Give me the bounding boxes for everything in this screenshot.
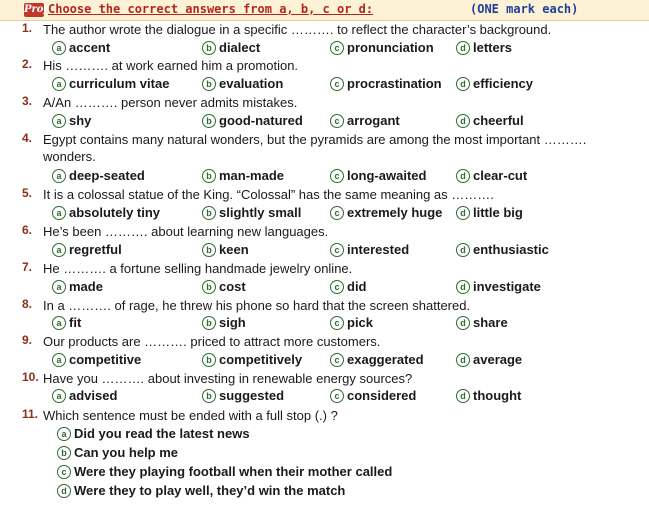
- option-b[interactable]: [202, 168, 284, 184]
- option-d-text: enthusiastic: [473, 242, 549, 257]
- option-b-text: suggested: [219, 388, 285, 403]
- option-b-marker: b: [202, 41, 216, 55]
- option-b-text: keen: [219, 242, 249, 257]
- option-b-marker: b: [202, 206, 216, 220]
- question-stem: His ………. at work earned him a promotion.: [43, 58, 299, 73]
- question-number: 5.: [22, 186, 33, 200]
- option-a[interactable]: [52, 279, 103, 295]
- instructions-title: Choose the correct answers from a, b, c or d:: [48, 2, 374, 16]
- option-d[interactable]: [456, 76, 533, 92]
- option-a-text: Did you read the latest news: [74, 426, 250, 441]
- option-a-marker: a: [57, 427, 71, 441]
- option-d-marker: d: [456, 41, 470, 55]
- option-c-marker: c: [330, 353, 344, 367]
- question-number: 9.: [22, 333, 33, 347]
- question-number: 11.: [22, 407, 39, 421]
- question-number: 6.: [22, 223, 33, 237]
- option-d[interactable]: [456, 40, 512, 56]
- option-d[interactable]: [456, 315, 508, 331]
- question-stem: Egypt contains many natural wonders, but the pyramids are among the most important ………. wonders.: [43, 132, 587, 164]
- option-d-marker: d: [456, 389, 470, 403]
- option-b-marker: b: [202, 169, 216, 183]
- option-a-marker: a: [52, 206, 66, 220]
- option-a-marker: a: [52, 280, 66, 294]
- question-number: 8.: [22, 297, 33, 311]
- option-b-marker: b: [202, 316, 216, 330]
- question-number: 4.: [22, 131, 33, 145]
- option-d[interactable]: [456, 352, 522, 368]
- option-c-marker: c: [330, 41, 344, 55]
- option-a-marker: a: [52, 169, 66, 183]
- option-b[interactable]: [202, 352, 302, 368]
- question-stem: Our products are ………. priced to attract more customers.: [43, 334, 381, 349]
- option-b[interactable]: [202, 205, 301, 221]
- question-stem: He ………. a fortune selling handmade jewelry online.: [43, 261, 353, 276]
- option-a[interactable]: [52, 352, 141, 368]
- option-d[interactable]: [456, 279, 541, 295]
- option-d-text: cheerful: [473, 113, 524, 128]
- option-b[interactable]: [202, 242, 249, 258]
- option-c-marker: c: [330, 389, 344, 403]
- question-number: 10.: [22, 370, 39, 384]
- option-b-text: cost: [219, 279, 246, 294]
- option-a-text: advised: [69, 388, 118, 403]
- option-d-text: little big: [473, 205, 523, 220]
- option-d[interactable]: [456, 205, 523, 221]
- question-stem: Which sentence must be ended with a full stop (.) ?: [43, 408, 338, 423]
- option-c-text: arrogant: [347, 113, 400, 128]
- option-c[interactable]: [330, 76, 442, 92]
- option-c[interactable]: [330, 113, 400, 129]
- option-a-marker: a: [52, 316, 66, 330]
- option-b[interactable]: [202, 40, 260, 56]
- option-d[interactable]: [456, 168, 527, 184]
- option-d-marker: d: [456, 77, 470, 91]
- option-d-text: average: [473, 352, 523, 367]
- option-c-text: pronunciation: [347, 40, 434, 55]
- option-a-text: curriculum vitae: [69, 76, 170, 91]
- option-b-text: Can you help me: [74, 445, 179, 460]
- option-c-text: interested: [347, 242, 410, 257]
- option-c[interactable]: [330, 168, 426, 184]
- option-d-marker: d: [456, 206, 470, 220]
- option-a-marker: a: [52, 243, 66, 257]
- question-number: 2.: [22, 57, 33, 71]
- option-a[interactable]: [52, 113, 91, 129]
- option-b-text: dialect: [219, 40, 261, 55]
- marks-note: (ONE mark each): [470, 2, 579, 16]
- option-c-marker: c: [330, 114, 344, 128]
- option-b-marker: b: [202, 353, 216, 367]
- option-a-marker: a: [52, 77, 66, 91]
- option-a-text: deep-seated: [69, 168, 145, 183]
- option-c-text: did: [347, 279, 367, 294]
- question-number: 3.: [22, 94, 33, 108]
- question-stem: He’s been ………. about learning new languages.: [43, 224, 329, 239]
- option-b[interactable]: [57, 444, 178, 461]
- option-d-text: share: [473, 315, 508, 330]
- option-c[interactable]: [330, 40, 434, 56]
- question-number: 7.: [22, 260, 33, 274]
- option-a[interactable]: [52, 40, 110, 56]
- option-a-text: regretful: [69, 242, 122, 257]
- option-d-marker: d: [456, 353, 470, 367]
- option-c-text: exaggerated: [347, 352, 424, 367]
- option-c-marker: c: [330, 280, 344, 294]
- option-d-marker: d: [57, 484, 71, 498]
- option-b-text: evaluation: [219, 76, 284, 91]
- option-d-marker: d: [456, 316, 470, 330]
- option-b-text: slightly small: [219, 205, 302, 220]
- option-d-text: thought: [473, 388, 522, 403]
- option-d-text: clear-cut: [473, 168, 528, 183]
- question-stem: The author wrote the dialogue in a specific ………. to reflect the character’s background.: [43, 22, 552, 37]
- option-b[interactable]: [202, 315, 246, 331]
- option-d-text: Were they to play well, they’d win the match: [74, 483, 346, 498]
- option-a-text: fit: [69, 315, 82, 330]
- option-b[interactable]: [202, 76, 283, 92]
- option-b-marker: b: [202, 280, 216, 294]
- option-c[interactable]: [330, 242, 409, 258]
- option-a[interactable]: [52, 388, 117, 404]
- option-d-text: letters: [473, 40, 513, 55]
- option-b[interactable]: [202, 113, 303, 129]
- option-d[interactable]: [456, 388, 521, 404]
- option-a-text: shy: [69, 113, 92, 128]
- option-b[interactable]: [202, 388, 284, 404]
- option-b[interactable]: [202, 279, 246, 295]
- option-a[interactable]: [52, 76, 169, 92]
- option-a-marker: a: [52, 353, 66, 367]
- option-c-text: Were they playing football when their mother called: [74, 464, 393, 479]
- option-a-text: accent: [69, 40, 111, 55]
- option-c-marker: c: [57, 465, 71, 479]
- option-c-text: considered: [347, 388, 417, 403]
- option-d[interactable]: [57, 482, 345, 499]
- option-b-text: sigh: [219, 315, 246, 330]
- question-number: 1.: [22, 21, 33, 35]
- option-c[interactable]: [330, 315, 373, 331]
- option-d-marker: d: [456, 169, 470, 183]
- option-d[interactable]: [456, 242, 549, 258]
- option-a-text: absolutely tiny: [69, 205, 161, 220]
- option-c[interactable]: [330, 205, 442, 221]
- question-stem: Have you ………. about investing in renewable energy sources?: [43, 371, 413, 386]
- option-d-marker: d: [456, 114, 470, 128]
- option-d-text: efficiency: [473, 76, 533, 91]
- option-c-marker: c: [330, 77, 344, 91]
- option-a[interactable]: [52, 242, 122, 258]
- option-a-marker: a: [52, 114, 66, 128]
- option-c-marker: c: [330, 206, 344, 220]
- option-c[interactable]: [330, 352, 424, 368]
- option-c-marker: c: [330, 243, 344, 257]
- option-c-marker: c: [330, 169, 344, 183]
- option-b-marker: b: [57, 446, 71, 460]
- option-d[interactable]: [456, 113, 524, 129]
- question-stem: It is a colossal statue of the King. “Colossal” has the same meaning as ……….: [43, 187, 494, 202]
- option-b-marker: b: [202, 389, 216, 403]
- option-c-text: pick: [347, 315, 374, 330]
- option-d-marker: d: [456, 280, 470, 294]
- question-stem: A/An ………. person never admits mistakes.: [43, 95, 298, 110]
- option-c-text: long-awaited: [347, 168, 427, 183]
- option-b-marker: b: [202, 114, 216, 128]
- option-c[interactable]: [330, 279, 367, 295]
- option-b-text: good-natured: [219, 113, 303, 128]
- option-c-text: procrastination: [347, 76, 442, 91]
- option-b-text: competitively: [219, 352, 303, 367]
- option-a[interactable]: [52, 315, 81, 331]
- option-b-text: man-made: [219, 168, 285, 183]
- option-c[interactable]: [330, 388, 416, 404]
- option-a[interactable]: [57, 425, 250, 442]
- prof-badge: Prof: [24, 4, 48, 15]
- option-a-marker: a: [52, 41, 66, 55]
- option-a[interactable]: [52, 168, 145, 184]
- option-d-marker: d: [456, 243, 470, 257]
- option-a-text: competitive: [69, 352, 142, 367]
- question-stem: In a ………. of rage, he threw his phone so hard that the screen shattered.: [43, 298, 471, 313]
- option-a-text: made: [69, 279, 103, 294]
- option-d-text: investigate: [473, 279, 541, 294]
- option-c[interactable]: [57, 463, 392, 480]
- option-a-marker: a: [52, 389, 66, 403]
- option-c-marker: c: [330, 316, 344, 330]
- option-c-text: extremely huge: [347, 205, 443, 220]
- option-b-marker: b: [202, 77, 216, 91]
- instructions-header: [0, 0, 649, 21]
- option-a[interactable]: [52, 205, 160, 221]
- option-b-marker: b: [202, 243, 216, 257]
